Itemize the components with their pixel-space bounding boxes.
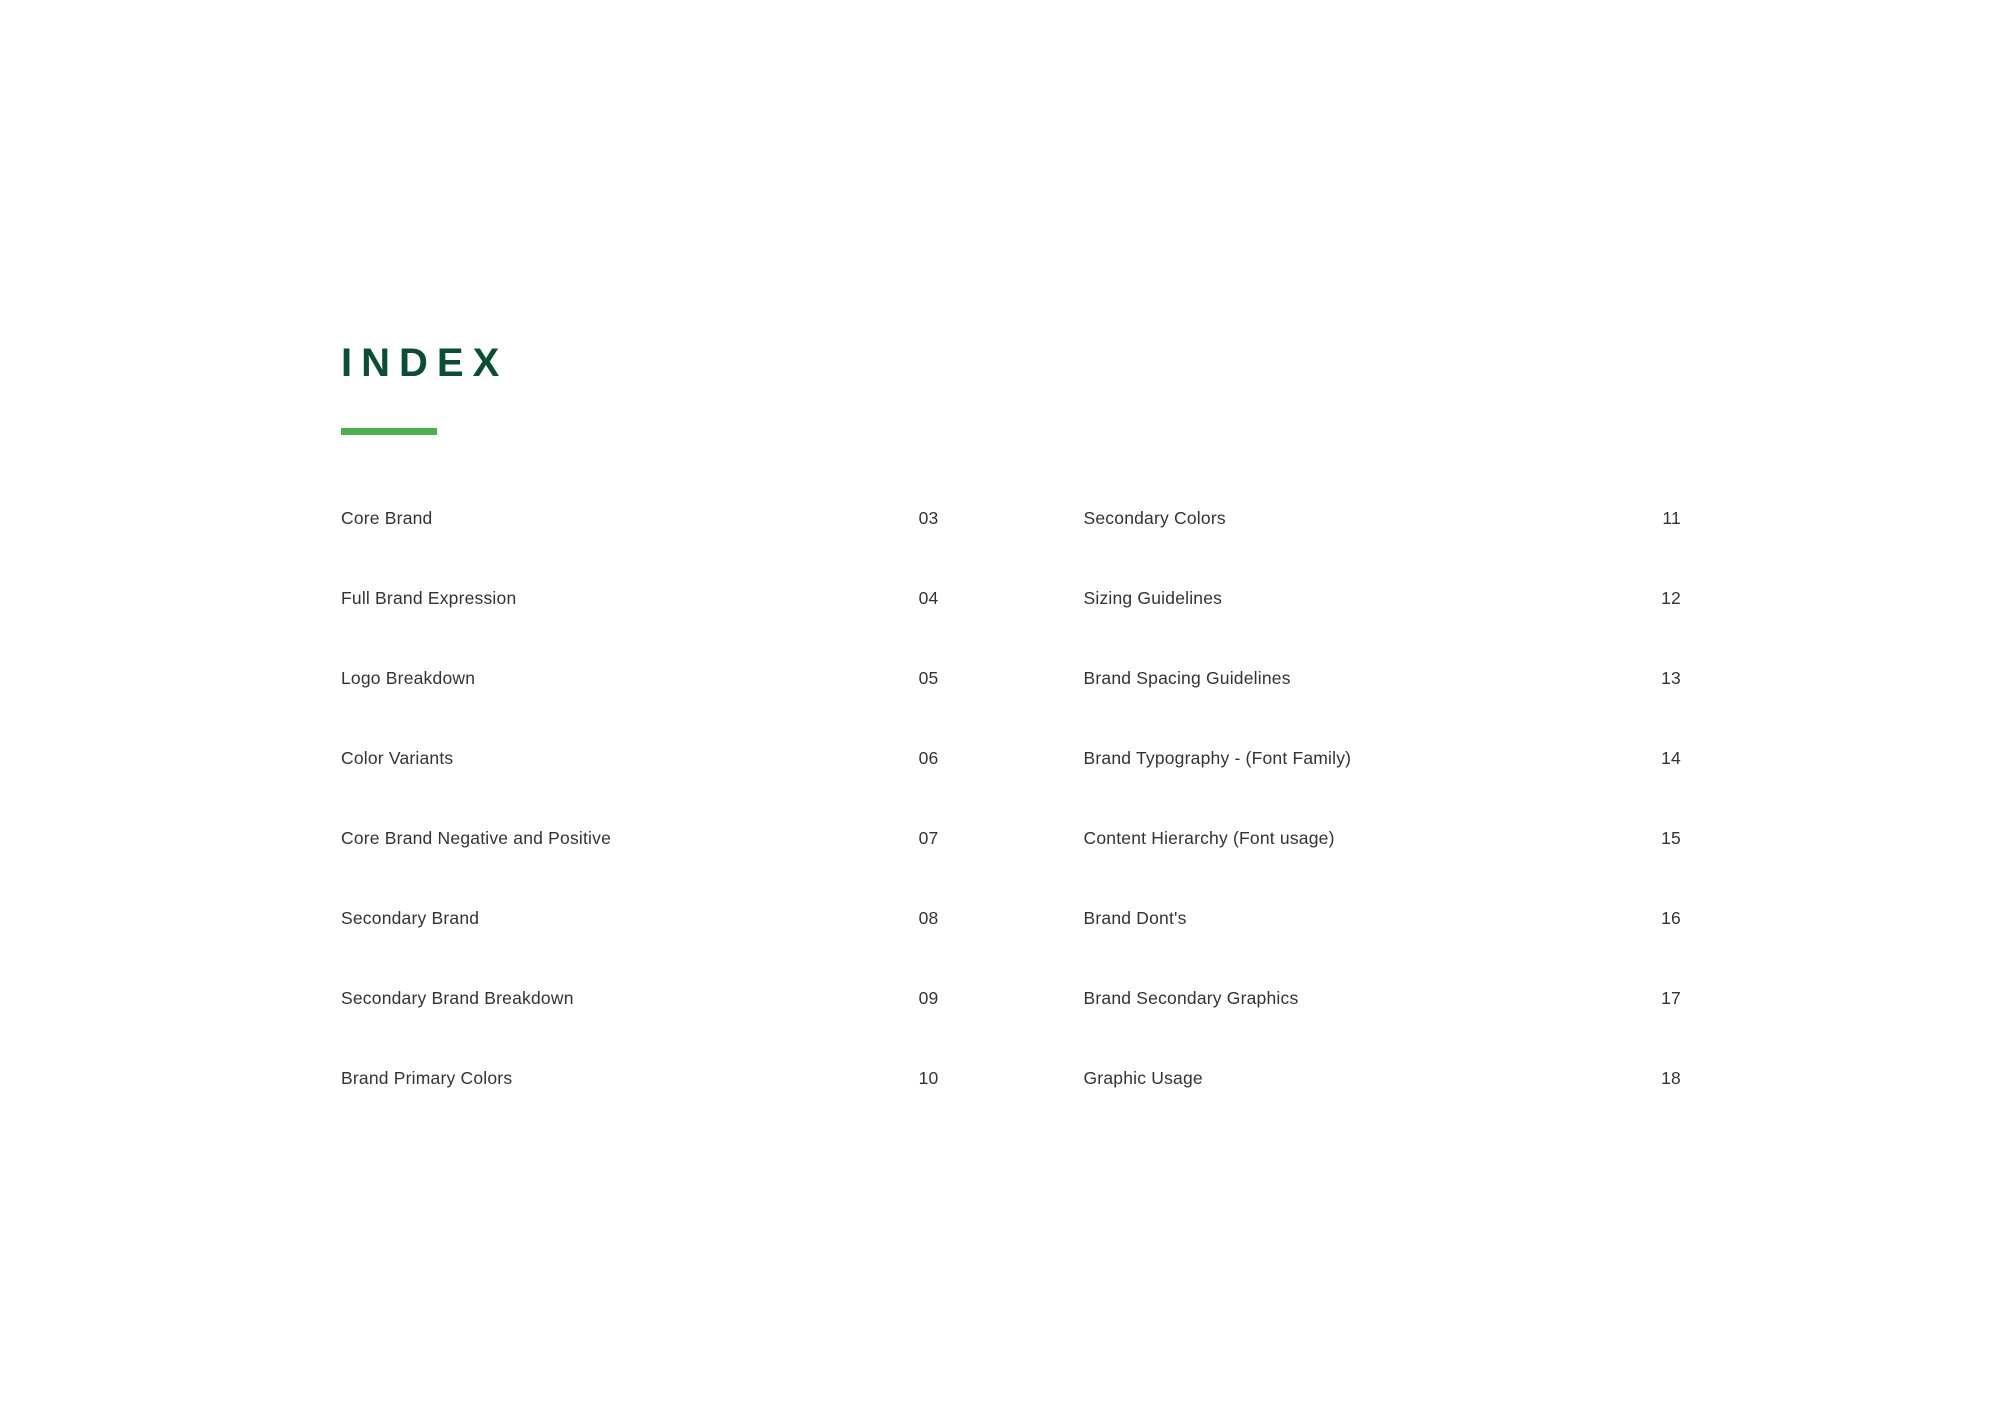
page-title: INDEX: [341, 340, 509, 385]
toc-entry[interactable]: [1084, 988, 1682, 1068]
toc-entry-label: Content Hierarchy (Font usage): [1083, 828, 1335, 848]
toc-entry-page: 08: [918, 908, 939, 928]
toc-entry-label: Core Brand: [341, 508, 433, 528]
toc-entry-page: 12: [1661, 588, 1681, 608]
toc-entry[interactable]: [1084, 908, 1682, 988]
toc-entry-label: Secondary Colors: [1083, 508, 1226, 528]
toc-entry[interactable]: [341, 908, 939, 988]
toc-entry-label: Brand Typography - (Font Family): [1083, 748, 1352, 768]
toc-entry[interactable]: [1084, 748, 1682, 828]
toc-entry[interactable]: [1084, 588, 1682, 668]
accent-divider: [341, 428, 437, 435]
toc-entry[interactable]: [341, 828, 939, 908]
toc-entry[interactable]: [1084, 668, 1682, 748]
toc-entry-page: 07: [918, 828, 939, 848]
toc-column-left: [341, 508, 939, 1148]
toc-column-right: [1084, 508, 1682, 1148]
toc-entry[interactable]: [1084, 1068, 1682, 1148]
toc-entry[interactable]: [341, 748, 939, 828]
toc-entry-label: Color Variants: [341, 748, 454, 768]
toc-entry[interactable]: [1084, 828, 1682, 908]
toc-entry-page: 18: [1661, 1068, 1681, 1088]
toc-entry-label: Logo Breakdown: [341, 668, 476, 688]
toc-entry-label: Brand Primary Colors: [341, 1068, 513, 1088]
toc-entry-page: 09: [918, 988, 939, 1008]
toc-entry-label: Secondary Brand Breakdown: [341, 988, 574, 1008]
toc-entry-label: Brand Spacing Guidelines: [1083, 668, 1291, 688]
toc-entry-page: 11: [1662, 508, 1681, 528]
table-of-contents: [341, 508, 1681, 1148]
toc-entry-page: 15: [1661, 828, 1681, 848]
toc-entry-page: 06: [918, 748, 939, 768]
toc-entry-label: Brand Dont's: [1083, 908, 1187, 928]
toc-entry-page: 16: [1661, 908, 1681, 928]
toc-entry-label: Graphic Usage: [1083, 1068, 1203, 1088]
toc-entry[interactable]: [341, 1068, 939, 1148]
toc-entry-page: 17: [1661, 988, 1681, 1008]
toc-entry-page: 04: [918, 588, 939, 608]
toc-entry-label: Full Brand Expression: [341, 588, 517, 608]
toc-entry[interactable]: [341, 668, 939, 748]
toc-entry-label: Sizing Guidelines: [1083, 588, 1223, 608]
toc-entry-page: 13: [1661, 668, 1681, 688]
toc-entry[interactable]: [341, 988, 939, 1068]
toc-entry-label: Brand Secondary Graphics: [1083, 988, 1299, 1008]
toc-entry[interactable]: [341, 588, 939, 668]
toc-entry-page: 03: [918, 508, 939, 528]
toc-entry-page: 14: [1661, 748, 1681, 768]
toc-entry[interactable]: [1084, 508, 1682, 588]
toc-entry-page: 05: [918, 668, 939, 688]
toc-entry-label: Secondary Brand: [341, 908, 480, 928]
toc-entry-label: Core Brand Negative and Positive: [341, 828, 612, 848]
toc-entry[interactable]: [341, 508, 939, 588]
toc-entry-page: 10: [918, 1068, 939, 1088]
